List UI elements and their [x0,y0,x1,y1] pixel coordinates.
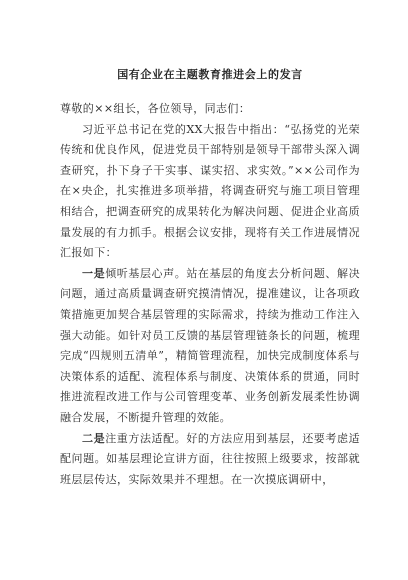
salutation: 尊敬的××组长，各位领导，同志们： [60,102,251,115]
paragraph-point-one-text: 倾听基层心声。站在基层的角度去分析问题、解决问题，通过高质量调查研究摸清情况，提准建议，让各项政策措施更加契合基层管理的实际需求，持续为推动工作注入强大动能。如针对员工反馈的基层管理链条长的问题，梳理完成“四规则五清单”，精简管理流程，加快完成制度体系与决策体系的适配、流程体系与制度、决策体系的贯通，同时推进流程改进工作与公司管理变革、业务创新发展柔性协调融合发展，不断提升管理的效能。 [60,266,360,424]
paragraph-point-two-lead: 二是 [82,431,106,445]
paragraph-point-two-text: 注重方法适配。好的方法应用到基层，还要考虑适配问题。如基层理论宣讲方面，往往按照上级要求，按部就班层层传达，实际效果并不理想。在一次摸底调研中， [60,431,360,486]
paragraph-point-two [60,429,360,491]
paragraph-point-one-lead: 一是 [82,266,106,280]
paragraph-intro [60,120,360,264]
paragraph-point-one [60,264,360,429]
document-title: 国有企业在主题教育推进会上的发言 [117,68,303,81]
paragraph-intro-text: 习近平总书记在党的XX大报告中指出：“弘扬党的光荣传统和优良作风，促进党员干部特别是领导干部带头深入调查研究，扑下身子干实事、谋实招、求实效。”××公司作为在×央企，扎实推进多项举措，将调查研究与施工项目管理相结合，把调查研究的成果转化为解决问题、促进企业高质量发展的有力抓手。根据会议安排，现将有关工作进展情况汇报如下： [60,122,360,260]
